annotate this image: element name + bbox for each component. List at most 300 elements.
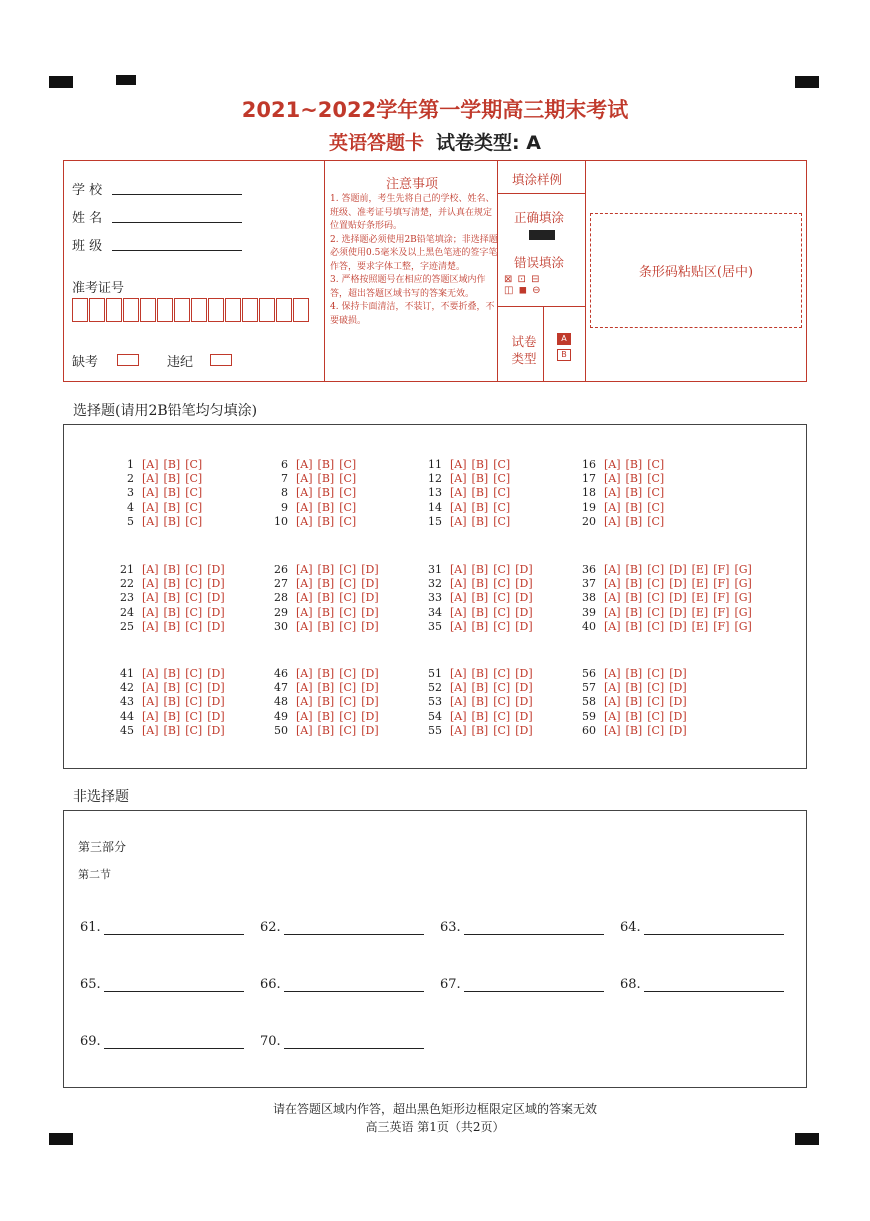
answer-option-bubble[interactable]: [G]: [734, 563, 752, 576]
question-number: 41: [120, 667, 134, 680]
answer-option-bubble[interactable]: [A]: [450, 605, 467, 619]
answer-option-bubble[interactable]: [A]: [450, 709, 467, 723]
answer-option-bubble[interactable]: [F]: [713, 619, 730, 633]
answer-option-bubble[interactable]: [A]: [450, 695, 467, 709]
answer-option-bubble[interactable]: [E]: [691, 563, 709, 576]
answer-option-bubble[interactable]: [B]: [471, 667, 489, 680]
answer-option-bubble[interactable]: [G]: [734, 577, 752, 591]
answer-option-bubble[interactable]: [B]: [163, 458, 181, 471]
answer-option-bubble[interactable]: [D]: [207, 667, 225, 680]
answer-option-bubble[interactable]: [A]: [450, 681, 467, 695]
choice-question-row: [266, 606, 384, 620]
answer-option-bubble[interactable]: [C]: [185, 605, 203, 619]
answer-option-bubble[interactable]: [B]: [317, 681, 335, 695]
answer-option-bubble[interactable]: [B]: [317, 577, 335, 591]
answer-option-bubble[interactable]: [A]: [296, 514, 313, 528]
answer-option-bubble[interactable]: [A]: [142, 458, 159, 471]
answer-option-bubble[interactable]: [B]: [625, 472, 643, 486]
answer-option-bubble[interactable]: [B]: [625, 709, 643, 723]
answer-option-bubble[interactable]: [B]: [163, 667, 181, 680]
answer-option-bubble[interactable]: [C]: [185, 667, 203, 680]
answer-option-bubble[interactable]: [D]: [669, 591, 687, 605]
paper-type-a[interactable]: A: [557, 333, 571, 345]
answer-option-bubble[interactable]: [C]: [185, 563, 203, 576]
answer-option-bubble[interactable]: [C]: [647, 605, 665, 619]
answer-option-bubble[interactable]: [D]: [361, 605, 379, 619]
answer-option-bubble[interactable]: [F]: [713, 591, 730, 605]
answer-option-bubble[interactable]: [A]: [604, 695, 621, 709]
answer-option-bubble[interactable]: [B]: [471, 563, 489, 576]
answer-option-bubble[interactable]: [C]: [647, 514, 665, 528]
answer-option-bubble[interactable]: [B]: [471, 514, 489, 528]
answer-option-bubble[interactable]: [C]: [647, 667, 665, 680]
answer-option-bubble[interactable]: [D]: [361, 577, 379, 591]
fill-answer-item: [80, 920, 244, 935]
answer-option-bubble[interactable]: [C]: [647, 563, 665, 576]
footer-warning: 请在答题区域内作答，超出黑色矩形边框限定区域的答案无效: [272, 1102, 597, 1116]
answer-option-bubble[interactable]: [A]: [450, 486, 467, 500]
answer-option-bubble[interactable]: [A]: [296, 472, 313, 486]
answer-option-bubble[interactable]: [C]: [185, 709, 203, 723]
question-number: 26: [274, 563, 288, 576]
fill-item-number: 64.: [620, 920, 641, 935]
choice-question-row: [112, 472, 207, 486]
answer-option-bubble[interactable]: [C]: [339, 500, 357, 514]
answer-option-bubble[interactable]: [A]: [450, 723, 467, 737]
answer-option-bubble[interactable]: [C]: [647, 486, 665, 500]
answer-option-bubble[interactable]: [D]: [669, 605, 687, 619]
class-field[interactable]: [112, 250, 242, 251]
name-field[interactable]: [112, 222, 242, 223]
answer-option-bubble[interactable]: [D]: [207, 563, 225, 576]
answer-option-bubble[interactable]: [E]: [691, 591, 709, 605]
answer-option-bubble[interactable]: [B]: [163, 591, 181, 605]
answer-option-bubble[interactable]: [D]: [361, 591, 379, 605]
answer-option-bubble[interactable]: [B]: [471, 591, 489, 605]
fill-answer-line[interactable]: [284, 977, 424, 992]
answer-option-bubble[interactable]: [B]: [163, 605, 181, 619]
class-label: 班 级: [72, 239, 103, 254]
answer-option-bubble[interactable]: [A]: [604, 458, 621, 471]
answer-option-bubble[interactable]: [C]: [185, 472, 203, 486]
answer-option-bubble[interactable]: [D]: [515, 591, 533, 605]
answer-option-bubble[interactable]: [A]: [142, 472, 159, 486]
answer-option-bubble[interactable]: [C]: [493, 667, 511, 680]
choice-group: [420, 458, 515, 529]
fill-answer-item: [620, 977, 784, 992]
answer-option-bubble[interactable]: [D]: [515, 681, 533, 695]
answer-option-bubble[interactable]: [B]: [317, 458, 335, 471]
answer-option-bubble[interactable]: [C]: [339, 458, 357, 471]
answer-option-bubble[interactable]: [D]: [515, 695, 533, 709]
answer-option-bubble[interactable]: [D]: [669, 619, 687, 633]
nonchoice-section-title: 非选择题: [73, 789, 129, 805]
question-number: 6: [281, 458, 288, 471]
answer-option-bubble[interactable]: [D]: [361, 667, 379, 680]
answer-option-bubble[interactable]: [D]: [207, 605, 225, 619]
answer-option-bubble[interactable]: [D]: [361, 695, 379, 709]
answer-option-bubble[interactable]: [A]: [296, 605, 313, 619]
answer-option-bubble[interactable]: [C]: [185, 458, 203, 471]
choice-question-row: [574, 458, 669, 472]
answer-option-bubble[interactable]: [B]: [471, 681, 489, 695]
answer-option-bubble[interactable]: [B]: [625, 695, 643, 709]
fill-answer-line[interactable]: [644, 920, 784, 935]
answer-option-bubble[interactable]: [A]: [604, 577, 621, 591]
answer-option-bubble[interactable]: [C]: [647, 619, 665, 633]
answer-option-bubble[interactable]: [C]: [493, 458, 511, 471]
exam-id-boxes[interactable]: [72, 298, 310, 322]
answer-option-bubble[interactable]: [C]: [339, 709, 357, 723]
answer-option-bubble[interactable]: [B]: [317, 667, 335, 680]
answer-option-bubble[interactable]: [D]: [207, 577, 225, 591]
exam-id-label: 准考证号: [72, 281, 125, 296]
answer-option-bubble[interactable]: [A]: [604, 591, 621, 605]
answer-option-bubble[interactable]: [A]: [604, 514, 621, 528]
answer-option-bubble[interactable]: [A]: [142, 695, 159, 709]
answer-option-bubble[interactable]: [A]: [604, 667, 621, 680]
answer-option-bubble[interactable]: [A]: [142, 723, 159, 737]
answer-option-bubble[interactable]: [B]: [317, 500, 335, 514]
answer-option-bubble[interactable]: [A]: [450, 667, 467, 680]
answer-option-bubble[interactable]: [B]: [471, 458, 489, 471]
fill-answer-line[interactable]: [284, 920, 424, 935]
answer-option-bubble[interactable]: [C]: [339, 514, 357, 528]
sheet-subtitle-text: 英语答题卡: [329, 132, 425, 154]
answer-option-bubble[interactable]: [B]: [625, 500, 643, 514]
answer-option-bubble[interactable]: [B]: [625, 514, 643, 528]
answer-option-bubble[interactable]: [B]: [625, 458, 643, 471]
footer-page: 高三英语 第1页（共2页）: [365, 1120, 505, 1134]
question-number: 12: [428, 472, 442, 486]
absent-checkbox[interactable]: [117, 354, 139, 366]
answer-option-bubble[interactable]: [C]: [647, 458, 665, 471]
answer-option-bubble[interactable]: [A]: [142, 619, 159, 633]
answer-option-bubble[interactable]: [B]: [471, 709, 489, 723]
fill-answer-line[interactable]: [464, 977, 604, 992]
answer-option-bubble[interactable]: [D]: [207, 591, 225, 605]
answer-option-bubble[interactable]: [A]: [142, 709, 159, 723]
choice-question-row: [420, 606, 538, 620]
answer-option-bubble[interactable]: [B]: [317, 723, 335, 737]
paper-type-box-label: [507, 333, 541, 367]
question-number: 30: [274, 619, 288, 633]
answer-option-bubble[interactable]: [C]: [185, 695, 203, 709]
answer-option-bubble[interactable]: [B]: [471, 605, 489, 619]
answer-option-bubble[interactable]: [C]: [185, 619, 203, 633]
choice-question-row: [420, 501, 515, 515]
fill-answer-line[interactable]: [104, 920, 244, 935]
answer-option-bubble[interactable]: [A]: [604, 681, 621, 695]
answer-option-bubble[interactable]: [B]: [471, 619, 489, 633]
answer-option-bubble[interactable]: [A]: [142, 591, 159, 605]
answer-option-bubble[interactable]: [B]: [163, 723, 181, 737]
answer-option-bubble[interactable]: [D]: [515, 723, 533, 737]
answer-option-bubble[interactable]: [B]: [471, 577, 489, 591]
answer-option-bubble[interactable]: [C]: [493, 591, 511, 605]
answer-option-bubble[interactable]: [A]: [604, 500, 621, 514]
answer-option-bubble[interactable]: [C]: [647, 695, 665, 709]
answer-option-bubble[interactable]: [D]: [207, 723, 225, 737]
answer-option-bubble[interactable]: [B]: [163, 500, 181, 514]
answer-option-bubble[interactable]: [A]: [604, 605, 621, 619]
answer-option-bubble[interactable]: [D]: [361, 619, 379, 633]
question-number: 33: [428, 591, 442, 605]
answer-option-bubble[interactable]: [B]: [625, 667, 643, 680]
choice-question-row: [112, 710, 230, 724]
answer-option-bubble[interactable]: [A]: [296, 723, 313, 737]
notice-title: 注意事项: [385, 177, 438, 192]
answer-option-bubble[interactable]: [C]: [493, 486, 511, 500]
choice-group: [112, 667, 230, 738]
answer-option-bubble[interactable]: [B]: [163, 472, 181, 486]
answer-option-bubble[interactable]: [A]: [296, 458, 313, 471]
question-number: 20: [582, 514, 596, 528]
answer-option-bubble[interactable]: [B]: [317, 591, 335, 605]
answer-option-bubble[interactable]: [C]: [647, 681, 665, 695]
answer-option-bubble[interactable]: [A]: [142, 681, 159, 695]
question-number: 27: [274, 577, 288, 591]
answer-option-bubble[interactable]: [C]: [339, 723, 357, 737]
answer-option-bubble[interactable]: [B]: [625, 563, 643, 576]
answer-option-bubble[interactable]: [A]: [296, 577, 313, 591]
answer-option-bubble[interactable]: [A]: [296, 619, 313, 633]
answer-option-bubble[interactable]: [E]: [691, 577, 709, 591]
answer-option-bubble[interactable]: [B]: [625, 486, 643, 500]
fill-answer-line[interactable]: [284, 1034, 424, 1049]
answer-option-bubble[interactable]: [C]: [493, 695, 511, 709]
answer-option-bubble[interactable]: [C]: [493, 500, 511, 514]
answer-option-bubble[interactable]: [B]: [317, 472, 335, 486]
answer-option-bubble[interactable]: [G]: [734, 591, 752, 605]
answer-option-bubble[interactable]: [F]: [713, 605, 730, 619]
answer-option-bubble[interactable]: [D]: [669, 681, 687, 695]
answer-option-bubble[interactable]: [A]: [142, 514, 159, 528]
question-number: 43: [120, 695, 134, 709]
answer-option-bubble[interactable]: [B]: [317, 709, 335, 723]
answer-option-bubble[interactable]: [A]: [296, 695, 313, 709]
choice-question-row: [574, 667, 692, 681]
answer-option-bubble[interactable]: [D]: [669, 709, 687, 723]
answer-option-bubble[interactable]: [A]: [450, 500, 467, 514]
answer-option-bubble[interactable]: [B]: [625, 723, 643, 737]
answer-option-bubble[interactable]: [A]: [296, 563, 313, 576]
answer-option-bubble[interactable]: [D]: [207, 709, 225, 723]
answer-option-bubble[interactable]: [A]: [296, 591, 313, 605]
answer-option-bubble[interactable]: [B]: [625, 619, 643, 633]
answer-option-bubble[interactable]: [B]: [317, 695, 335, 709]
answer-option-bubble[interactable]: [A]: [296, 486, 313, 500]
wrong-fill-examples: ⊠ ⊡ ⊟ ◫ ◼ ⊖: [504, 274, 542, 296]
answer-option-bubble[interactable]: [D]: [361, 681, 379, 695]
answer-option-bubble[interactable]: [D]: [515, 709, 533, 723]
answer-option-bubble[interactable]: [D]: [669, 723, 687, 737]
answer-option-bubble[interactable]: [B]: [625, 577, 643, 591]
answer-option-bubble[interactable]: [A]: [142, 486, 159, 500]
absent-label: 缺考: [72, 355, 99, 370]
answer-option-bubble[interactable]: [F]: [713, 563, 730, 576]
choice-question-row: [112, 458, 207, 472]
answer-option-bubble[interactable]: [C]: [185, 591, 203, 605]
answer-option-bubble[interactable]: [D]: [515, 563, 533, 576]
answer-option-bubble[interactable]: [B]: [317, 486, 335, 500]
answer-option-bubble[interactable]: [C]: [647, 472, 665, 486]
answer-option-bubble[interactable]: [D]: [361, 563, 379, 576]
answer-option-bubble[interactable]: [C]: [647, 500, 665, 514]
choice-question-row: [112, 724, 230, 738]
question-number: 25: [120, 619, 134, 633]
answer-option-bubble[interactable]: [E]: [691, 619, 709, 633]
answer-option-bubble[interactable]: [C]: [185, 514, 203, 528]
violation-label: 违纪: [167, 355, 194, 370]
answer-option-bubble[interactable]: [G]: [734, 605, 752, 619]
fill-answer-line[interactable]: [644, 977, 784, 992]
answer-option-bubble[interactable]: [A]: [296, 500, 313, 514]
answer-option-bubble[interactable]: [B]: [471, 472, 489, 486]
answer-option-bubble[interactable]: [C]: [493, 709, 511, 723]
choice-question-row: [574, 606, 757, 620]
answer-option-bubble[interactable]: [B]: [471, 695, 489, 709]
answer-option-bubble[interactable]: [A]: [604, 619, 621, 633]
answer-option-bubble[interactable]: [C]: [185, 486, 203, 500]
answer-option-bubble[interactable]: [B]: [317, 563, 335, 576]
question-number: 44: [120, 709, 134, 723]
answer-option-bubble[interactable]: [D]: [515, 605, 533, 619]
answer-option-bubble[interactable]: [A]: [142, 577, 159, 591]
answer-option-bubble[interactable]: [A]: [450, 577, 467, 591]
choice-group: [112, 563, 230, 634]
answer-option-bubble[interactable]: [A]: [296, 709, 313, 723]
choice-question-row: [574, 577, 757, 591]
answer-option-bubble[interactable]: [A]: [296, 681, 313, 695]
answer-option-bubble[interactable]: [A]: [142, 563, 159, 576]
answer-option-bubble[interactable]: [D]: [669, 563, 687, 576]
answer-option-bubble[interactable]: [F]: [713, 577, 730, 591]
choice-question-row: [574, 515, 669, 529]
answer-option-bubble[interactable]: [C]: [493, 577, 511, 591]
answer-option-bubble[interactable]: [B]: [625, 591, 643, 605]
answer-option-bubble[interactable]: [B]: [317, 514, 335, 528]
answer-option-bubble[interactable]: [B]: [163, 619, 181, 633]
answer-option-bubble[interactable]: [A]: [604, 723, 621, 737]
answer-option-bubble[interactable]: [C]: [647, 591, 665, 605]
answer-option-bubble[interactable]: [C]: [647, 709, 665, 723]
answer-option-bubble[interactable]: [C]: [339, 619, 357, 633]
answer-option-bubble[interactable]: [C]: [339, 681, 357, 695]
question-number: 15: [428, 514, 442, 528]
answer-option-bubble[interactable]: [B]: [471, 486, 489, 500]
violation-checkbox[interactable]: [210, 354, 232, 366]
answer-option-bubble[interactable]: [D]: [361, 709, 379, 723]
answer-option-bubble[interactable]: [B]: [163, 681, 181, 695]
answer-option-bubble[interactable]: [A]: [450, 472, 467, 486]
answer-option-bubble[interactable]: [B]: [163, 514, 181, 528]
answer-option-bubble[interactable]: [C]: [493, 563, 511, 576]
answer-option-bubble[interactable]: [D]: [207, 619, 225, 633]
answer-option-bubble[interactable]: [C]: [493, 605, 511, 619]
answer-option-bubble[interactable]: [B]: [625, 681, 643, 695]
answer-option-bubble[interactable]: [B]: [163, 563, 181, 576]
answer-option-bubble[interactable]: [B]: [471, 723, 489, 737]
answer-option-bubble[interactable]: [C]: [339, 605, 357, 619]
answer-option-bubble[interactable]: [C]: [339, 486, 357, 500]
school-field[interactable]: [112, 194, 242, 195]
answer-option-bubble[interactable]: [D]: [515, 577, 533, 591]
answer-option-bubble[interactable]: [C]: [185, 500, 203, 514]
answer-option-bubble[interactable]: [A]: [142, 500, 159, 514]
answer-option-bubble[interactable]: [B]: [317, 605, 335, 619]
answer-option-bubble[interactable]: [B]: [471, 500, 489, 514]
answer-option-bubble[interactable]: [A]: [450, 619, 467, 633]
answer-option-bubble[interactable]: [B]: [163, 577, 181, 591]
answer-option-bubble[interactable]: [A]: [604, 709, 621, 723]
answer-option-bubble[interactable]: [D]: [207, 695, 225, 709]
answer-option-bubble[interactable]: [C]: [647, 577, 665, 591]
answer-option-bubble[interactable]: [B]: [317, 619, 335, 633]
answer-option-bubble[interactable]: [A]: [604, 486, 621, 500]
answer-option-bubble[interactable]: [D]: [515, 667, 533, 680]
fill-answer-line[interactable]: [464, 920, 604, 935]
answer-option-bubble[interactable]: [A]: [604, 472, 621, 486]
answer-option-bubble[interactable]: [C]: [185, 681, 203, 695]
answer-option-bubble[interactable]: [A]: [296, 667, 313, 680]
answer-option-bubble[interactable]: [C]: [339, 563, 357, 576]
answer-option-bubble[interactable]: [C]: [493, 514, 511, 528]
answer-option-bubble[interactable]: [C]: [647, 723, 665, 737]
exam-title: 2021~2022学年第一学期高三期末考试: [241, 98, 629, 122]
answer-option-bubble[interactable]: [A]: [142, 667, 159, 680]
answer-option-bubble[interactable]: [C]: [339, 577, 357, 591]
answer-option-bubble[interactable]: [D]: [669, 667, 687, 680]
question-number: 23: [120, 591, 134, 605]
question-number: 56: [582, 667, 596, 680]
answer-option-bubble[interactable]: [C]: [339, 667, 357, 680]
answer-option-bubble[interactable]: [B]: [163, 695, 181, 709]
answer-option-bubble[interactable]: [C]: [493, 681, 511, 695]
answer-option-bubble[interactable]: [A]: [604, 563, 621, 576]
choice-question-row: [266, 681, 384, 695]
answer-option-bubble[interactable]: [C]: [339, 695, 357, 709]
answer-option-bubble[interactable]: [A]: [450, 458, 467, 471]
answer-option-bubble[interactable]: [C]: [339, 472, 357, 486]
question-number: 40: [582, 619, 596, 633]
answer-option-bubble[interactable]: [D]: [669, 577, 687, 591]
answer-option-bubble[interactable]: [D]: [515, 619, 533, 633]
answer-option-bubble[interactable]: [E]: [691, 605, 709, 619]
answer-option-bubble[interactable]: [G]: [734, 619, 752, 633]
answer-option-bubble[interactable]: [C]: [493, 619, 511, 633]
answer-option-bubble[interactable]: [C]: [185, 577, 203, 591]
fill-item-number: 70.: [260, 1034, 281, 1049]
answer-option-bubble[interactable]: [C]: [493, 472, 511, 486]
answer-option-bubble[interactable]: [B]: [163, 486, 181, 500]
answer-option-bubble[interactable]: [C]: [185, 723, 203, 737]
answer-option-bubble[interactable]: [D]: [207, 681, 225, 695]
answer-option-bubble[interactable]: [B]: [163, 709, 181, 723]
answer-option-bubble[interactable]: [A]: [450, 591, 467, 605]
answer-option-bubble[interactable]: [D]: [361, 723, 379, 737]
answer-option-bubble[interactable]: [D]: [669, 695, 687, 709]
fill-answer-line[interactable]: [104, 977, 244, 992]
answer-option-bubble[interactable]: [A]: [142, 605, 159, 619]
answer-option-bubble[interactable]: [B]: [625, 605, 643, 619]
answer-option-bubble[interactable]: [A]: [450, 514, 467, 528]
answer-option-bubble[interactable]: [A]: [450, 563, 467, 576]
paper-type-b[interactable]: B: [557, 349, 571, 361]
answer-option-bubble[interactable]: [C]: [493, 723, 511, 737]
fill-answer-line[interactable]: [104, 1034, 244, 1049]
answer-option-bubble[interactable]: [C]: [339, 591, 357, 605]
